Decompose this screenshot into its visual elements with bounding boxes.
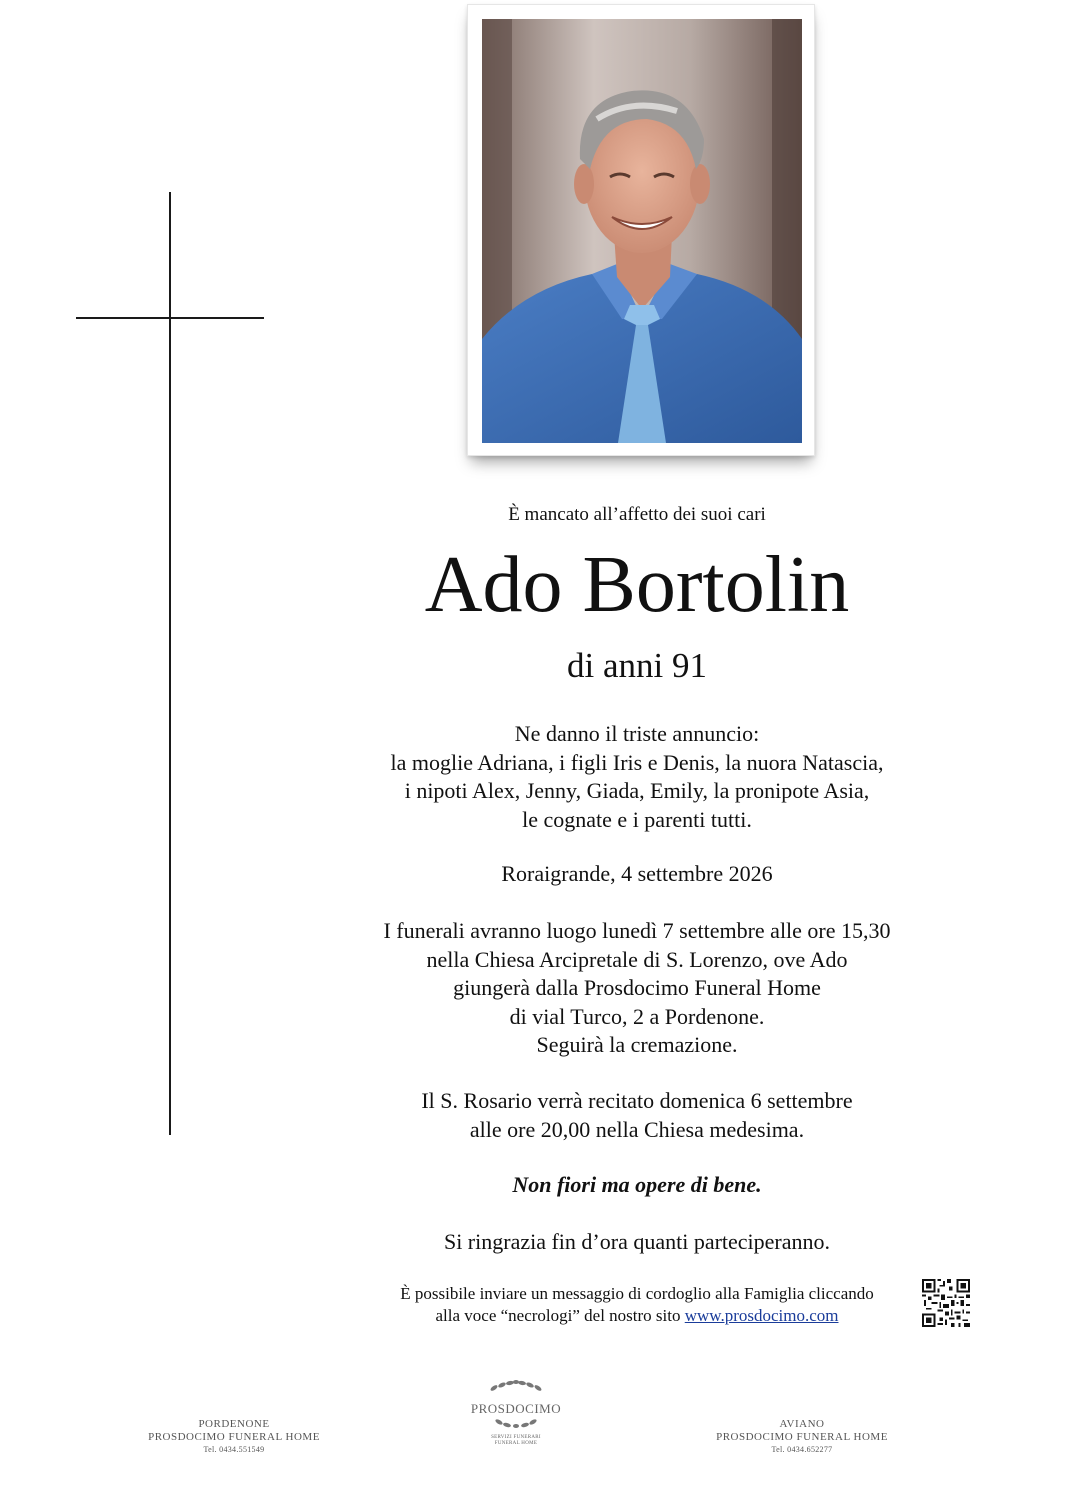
cross-horizontal xyxy=(76,317,264,319)
text-line: alle ore 20,00 nella Chiesa medesima. xyxy=(469,1116,805,1142)
text-line: i nipoti Alex, Jenny, Giada, Emily, la pronipote Asia, xyxy=(404,778,870,803)
rosary-details xyxy=(337,1087,937,1144)
text-line: È possibile inviare un messaggio di cordoglio alla Famiglia cliccando xyxy=(400,1284,874,1303)
qr-code-icon[interactable] xyxy=(921,1279,971,1327)
text-line: Ne danno il triste annuncio: xyxy=(514,721,760,746)
footer-phone: Tel. 0434.551549 xyxy=(203,1445,265,1454)
text-line: Il S. Rosario verrà recitato domenica 6 settembre xyxy=(421,1088,853,1113)
text-line: le cognate e i parenti tutti. xyxy=(522,806,752,832)
funeral-details xyxy=(337,917,937,1060)
logo-subtitle: FUNERAL HOME xyxy=(494,1441,538,1446)
text-fragment: alla voce “necrologi” del nostro sito xyxy=(435,1306,685,1325)
thanks-note: Si ringrazia fin d’ora quanti parteciperanno. xyxy=(443,1229,831,1254)
announcement-family xyxy=(337,720,937,834)
footer-phone: Tel. 0434.652277 xyxy=(771,1445,833,1454)
footer-pordenone xyxy=(124,1418,344,1456)
text-line: I funerali avranno luogo lunedì 7 settembre alle ore 15,30 xyxy=(383,918,891,943)
text-line: giungerà dalla Prosdocimo Funeral Home xyxy=(453,975,821,1000)
condolence-note xyxy=(337,1283,937,1327)
laurel-icon xyxy=(486,1378,546,1394)
logo-name: PROSDOCIMO xyxy=(470,1401,562,1416)
text-line: la moglie Adriana, i figli Iris e Denis, la nuora Natascia, xyxy=(390,749,884,775)
cross-vertical xyxy=(169,192,171,1135)
footer-home: PROSDOCIMO FUNERAL HOME xyxy=(716,1431,888,1443)
footer-city: AVIANO xyxy=(779,1418,825,1430)
flowers-note: Non fiori ma opere di bene. xyxy=(512,1172,762,1197)
text-line: nella Chiesa Arcipretale di S. Lorenzo, ove Ado xyxy=(426,946,848,972)
deceased-age: di anni 91 xyxy=(567,646,707,685)
deceased-name: Ado Bortolin xyxy=(424,541,850,629)
website-link[interactable]: www.prosdocimo.com xyxy=(684,1306,839,1325)
laurel-icon xyxy=(491,1418,541,1430)
portrait-image xyxy=(482,19,802,443)
prosdocimo-logo xyxy=(456,1378,576,1458)
text-line: di vial Turco, 2 a Pordenone. xyxy=(509,1003,765,1029)
footer-home: PROSDOCIMO FUNERAL HOME xyxy=(148,1431,320,1443)
footer-aviano xyxy=(692,1418,912,1456)
portrait-photo xyxy=(482,19,802,443)
place-date: Roraigrande, 4 settembre 2026 xyxy=(501,861,773,886)
footer-city: PORDENONE xyxy=(198,1418,270,1430)
intro-text: È mancato all’affetto dei suoi cari xyxy=(508,504,766,525)
logo-subtitle: SERVIZI FUNERARI xyxy=(491,1435,541,1440)
portrait-frame xyxy=(467,4,815,456)
text-line xyxy=(337,1305,937,1327)
text-line: Seguirà la cremazione. xyxy=(536,1032,738,1057)
